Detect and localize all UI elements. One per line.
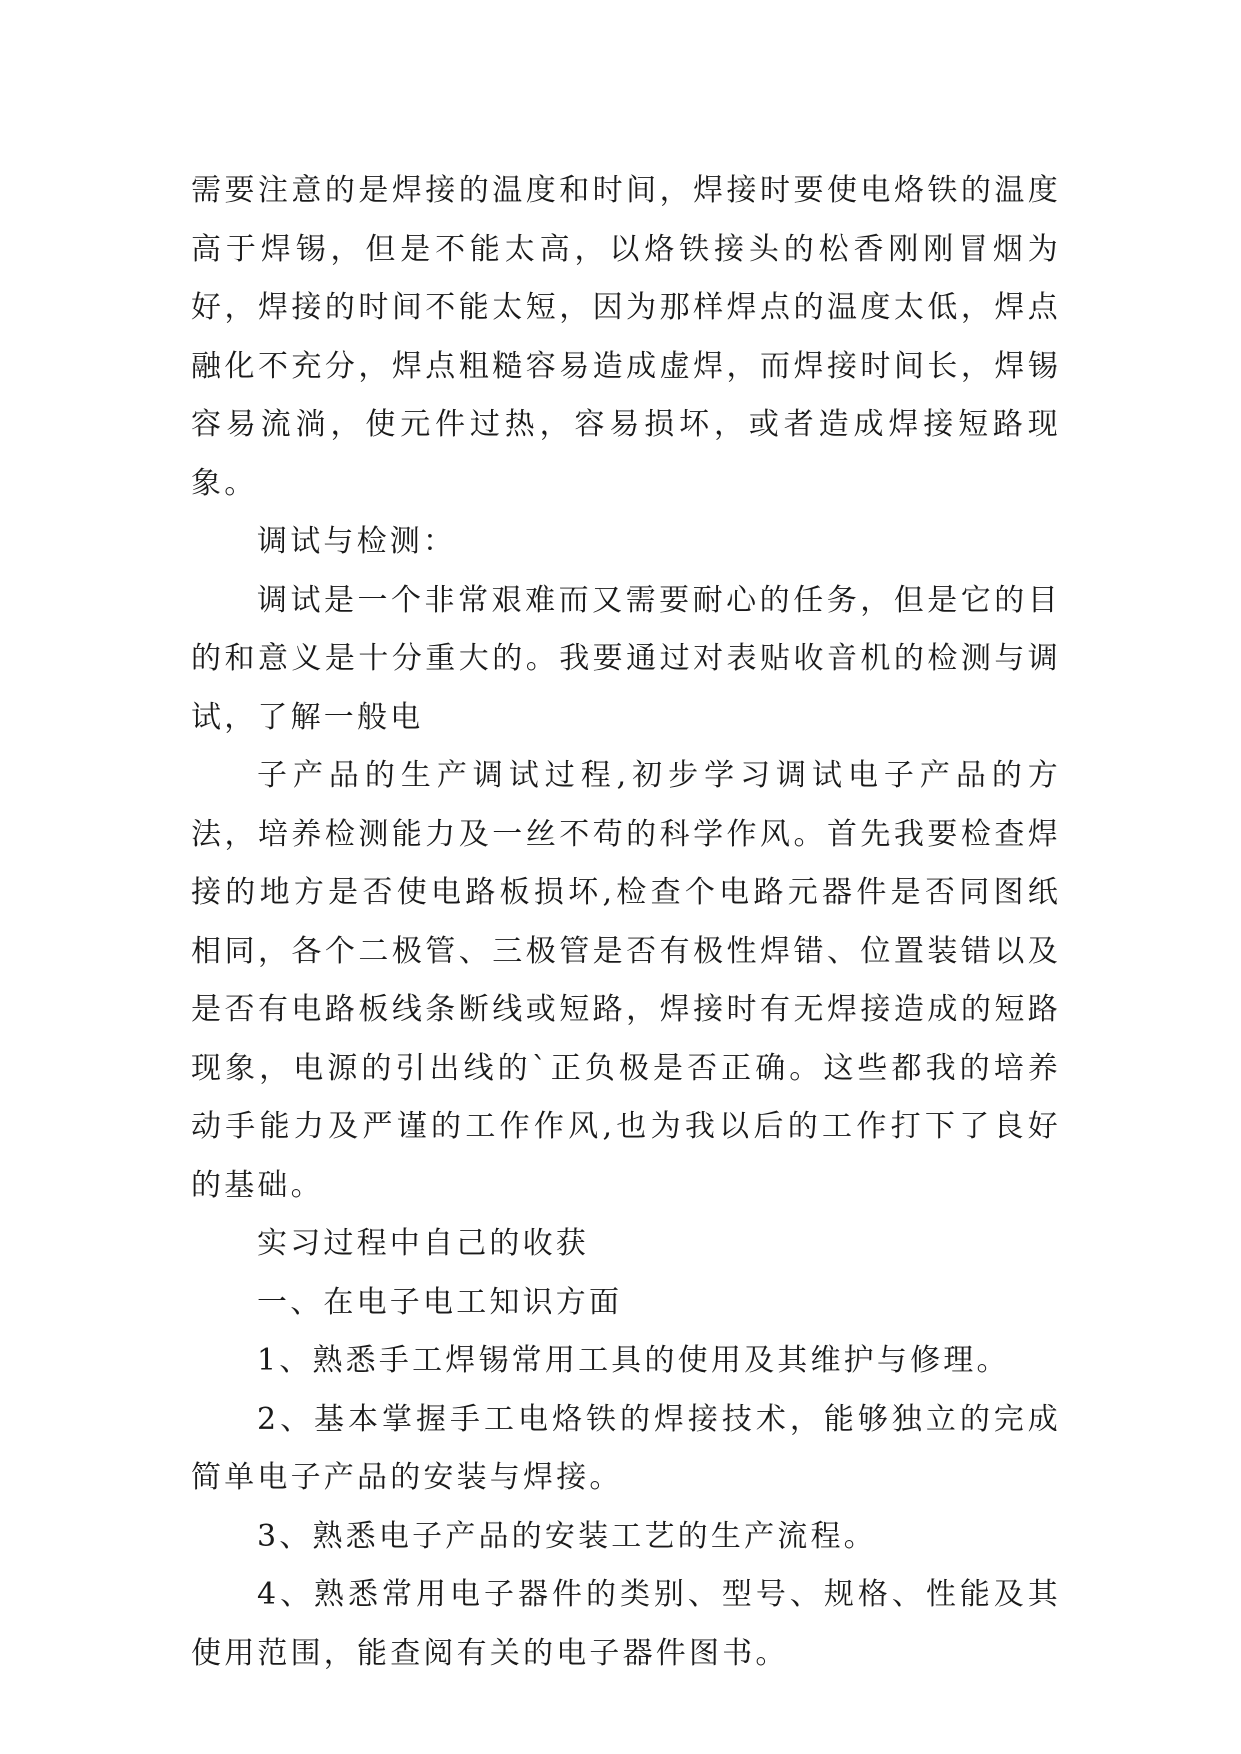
list-item-1: 1、熟悉手工焊锡常用工具的使用及其维护与修理。 [257, 1343, 1010, 1378]
list-item-4: 4、熟悉常用电子器件的类别、型号、规格、性能及其使用范围，能查阅有关的电子器件图书。 [191, 1577, 1061, 1671]
list-item-2: 2、基本掌握手工电烙铁的焊接技术，能够独立的完成简单电子产品的安装与焊接。 [191, 1401, 1061, 1495]
body-text [191, 162, 1061, 1683]
heading-electronics-knowledge: 一、在电子电工知识方面 [257, 1284, 623, 1320]
paragraph-debug-intro: 调试是一个非常艰难而又需要耐心的任务，但是它的目的和意义是十分重大的。我要通过对表贴收音机的检测与调试，了解一般电 [191, 582, 1061, 735]
paragraph-debug-process: 子产品的生产调试过程,初步学习调试电子产品的方法，培养检测能力及一丝不苟的科学作风。首先我要检查焊接的地方是否使电路板损坏,检查个电路元器件是否同图纸相同，各个二极管、三极管是否有极性焊错、位置装错以及是否有电路板线条断线或短路，焊接时有无焊接造成的短路现象，电源的引出线的`正负极是否正确。这些都我的培养动手能力及严谨的工作作风,也为我以后的工作打下了良好的基础。 [191, 758, 1061, 1203]
list-item-3: 3、熟悉电子产品的安装工艺的生产流程。 [257, 1518, 877, 1554]
heading-debug-and-test: 调试与检测： [257, 524, 457, 559]
paragraph-soldering-notes: 需要注意的是焊接的温度和时间，焊接时要使电烙铁的温度高于焊锡，但是不能太高，以烙铁接头的松香刚刚冒烟为好，焊接的时间不能太短，因为那样焊点的温度太低，焊点融化不充分，焊点粗糙容易造成虚焊，而焊接时间长，焊锡容易流淌，使元件过热，容易损坏，或者造成焊接短路现象。 [191, 173, 1061, 501]
heading-gains: 实习过程中自己的收获 [257, 1226, 589, 1261]
